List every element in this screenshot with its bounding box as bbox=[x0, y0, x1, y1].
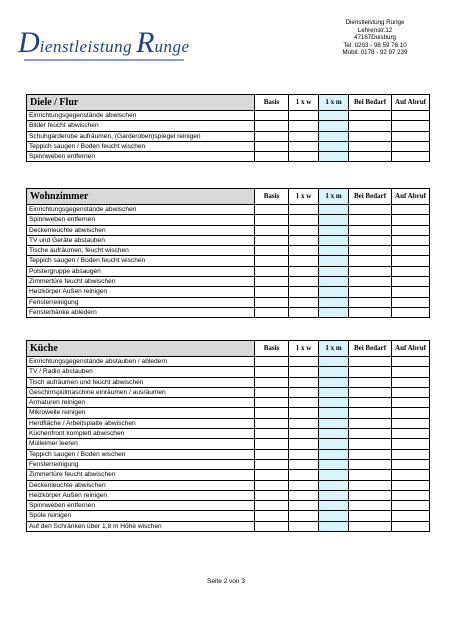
checkbox-cell-bei-bedarf[interactable] bbox=[349, 521, 392, 531]
checkbox-cell-basis[interactable] bbox=[255, 429, 289, 439]
checkbox-cell-1-x-w[interactable] bbox=[289, 480, 319, 490]
company-logo bbox=[18, 26, 190, 66]
task-row bbox=[27, 266, 430, 276]
checkbox-cell-auf-abruf[interactable] bbox=[392, 256, 430, 266]
checkbox-cell-bei-bedarf[interactable] bbox=[349, 377, 392, 387]
checkbox-cell-1-x-m[interactable] bbox=[319, 141, 349, 151]
checkbox-cell-1-x-m[interactable] bbox=[319, 246, 349, 256]
task-row bbox=[27, 449, 430, 459]
checkbox-cell-auf-abruf[interactable] bbox=[392, 131, 430, 141]
checkbox-cell-basis[interactable] bbox=[255, 439, 289, 449]
checkbox-cell-auf-abruf[interactable] bbox=[392, 398, 430, 408]
task-row bbox=[27, 121, 430, 131]
task-label: Bilder feucht abwischen bbox=[27, 121, 255, 131]
checkbox-cell-bei-bedarf[interactable] bbox=[349, 470, 392, 480]
checkbox-cell-bei-bedarf[interactable] bbox=[349, 490, 392, 500]
checkbox-cell-1-x-w[interactable] bbox=[289, 235, 319, 245]
checkbox-cell-basis[interactable] bbox=[255, 490, 289, 500]
task-label: Herdfläche / Arbeitsplatte abwischen bbox=[27, 418, 255, 428]
checkbox-cell-1-x-w[interactable] bbox=[289, 141, 319, 151]
checkbox-cell-bei-bedarf[interactable] bbox=[349, 398, 392, 408]
checkbox-cell-bei-bedarf[interactable] bbox=[349, 387, 392, 397]
column-header-1-x-m: 1 x m bbox=[319, 95, 349, 111]
checkbox-cell-basis[interactable] bbox=[255, 449, 289, 459]
checkbox-cell-1-x-w[interactable] bbox=[289, 357, 319, 367]
checkbox-cell-1-x-w[interactable] bbox=[289, 225, 319, 235]
page-footer: Seite 2 von 3 bbox=[207, 578, 245, 585]
checkbox-cell-1-x-w[interactable] bbox=[289, 387, 319, 397]
checkbox-cell-auf-abruf[interactable] bbox=[392, 121, 430, 131]
checkbox-cell-basis[interactable] bbox=[255, 121, 289, 131]
task-label: Fensterreinigung bbox=[27, 297, 255, 307]
task-row bbox=[27, 256, 430, 266]
checkbox-cell-auf-abruf[interactable] bbox=[392, 418, 430, 428]
checkbox-cell-1-x-m[interactable] bbox=[319, 121, 349, 131]
column-header-auf-abruf: Auf Abruf bbox=[392, 189, 430, 205]
checkbox-cell-basis[interactable] bbox=[255, 521, 289, 531]
checkbox-cell-bei-bedarf[interactable] bbox=[349, 307, 392, 317]
task-label: Mikrowelle reinigen bbox=[27, 408, 255, 418]
task-label: Deckenleuchte abwischen bbox=[27, 225, 255, 235]
checkbox-cell-basis[interactable] bbox=[255, 408, 289, 418]
checkbox-cell-auf-abruf[interactable] bbox=[392, 287, 430, 297]
checkbox-cell-basis[interactable] bbox=[255, 111, 289, 121]
checkbox-cell-basis[interactable] bbox=[255, 398, 289, 408]
checkbox-cell-1-x-w[interactable] bbox=[289, 367, 319, 377]
task-row bbox=[27, 387, 430, 397]
checkbox-cell-bei-bedarf[interactable] bbox=[349, 408, 392, 418]
checkbox-cell-basis[interactable] bbox=[255, 215, 289, 225]
section-table-kueche bbox=[26, 340, 430, 532]
checkbox-cell-bei-bedarf[interactable] bbox=[349, 141, 392, 151]
task-label: Teppich saugen / Boden feucht wischen bbox=[27, 256, 255, 266]
checkbox-cell-basis[interactable] bbox=[255, 287, 289, 297]
checkbox-cell-auf-abruf[interactable] bbox=[392, 235, 430, 245]
task-label: Spinnweben entfernen bbox=[27, 501, 255, 511]
task-label: Armaturen reinigen bbox=[27, 398, 255, 408]
task-label: Tisch aufräumen und feucht abwischen bbox=[27, 377, 255, 387]
task-label: Geschirrspülmaschine einräumen / ausräumen bbox=[27, 387, 255, 397]
checkbox-cell-1-x-w[interactable] bbox=[289, 449, 319, 459]
section-header-row bbox=[27, 189, 430, 205]
checkbox-cell-basis[interactable] bbox=[255, 459, 289, 469]
checkbox-cell-1-x-m[interactable] bbox=[319, 287, 349, 297]
task-row bbox=[27, 377, 430, 387]
checkbox-cell-basis[interactable] bbox=[255, 470, 289, 480]
checkbox-cell-1-x-w[interactable] bbox=[289, 131, 319, 141]
checkbox-cell-auf-abruf[interactable] bbox=[392, 215, 430, 225]
checkbox-cell-basis[interactable] bbox=[255, 205, 289, 215]
checkbox-cell-bei-bedarf[interactable] bbox=[349, 131, 392, 141]
checkbox-cell-bei-bedarf[interactable] bbox=[349, 418, 392, 428]
checkbox-cell-1-x-m[interactable] bbox=[319, 511, 349, 521]
checkbox-cell-auf-abruf[interactable] bbox=[392, 459, 430, 469]
checkbox-cell-basis[interactable] bbox=[255, 131, 289, 141]
task-label: Heizkörper Außen reinigen bbox=[27, 490, 255, 500]
task-row bbox=[27, 480, 430, 490]
checkbox-cell-1-x-m[interactable] bbox=[319, 429, 349, 439]
task-label: Zimmertüre feucht abwischen bbox=[27, 277, 255, 287]
checkbox-cell-auf-abruf[interactable] bbox=[392, 357, 430, 367]
checkbox-cell-auf-abruf[interactable] bbox=[392, 367, 430, 377]
checkbox-cell-bei-bedarf[interactable] bbox=[349, 439, 392, 449]
column-header-1-x-m: 1 x m bbox=[319, 189, 349, 205]
checkbox-cell-1-x-m[interactable] bbox=[319, 225, 349, 235]
checkbox-cell-auf-abruf[interactable] bbox=[392, 480, 430, 490]
logo-text-1: ienstleistung bbox=[39, 37, 133, 56]
column-header-auf-abruf: Auf Abruf bbox=[392, 95, 430, 111]
task-row bbox=[27, 131, 430, 141]
checkbox-cell-1-x-m[interactable] bbox=[319, 215, 349, 225]
task-label: Spüle reinigen bbox=[27, 511, 255, 521]
column-header-basis: Basis bbox=[255, 189, 289, 205]
task-row bbox=[27, 367, 430, 377]
checkbox-cell-1-x-w[interactable] bbox=[289, 418, 319, 428]
task-row bbox=[27, 459, 430, 469]
checkbox-cell-1-x-m[interactable] bbox=[319, 470, 349, 480]
checkbox-cell-auf-abruf[interactable] bbox=[392, 111, 430, 121]
section-table-wohnzimmer bbox=[26, 188, 430, 318]
task-row bbox=[27, 521, 430, 531]
checkbox-cell-1-x-w[interactable] bbox=[289, 470, 319, 480]
checkbox-cell-basis[interactable] bbox=[255, 418, 289, 428]
checkbox-cell-auf-abruf[interactable] bbox=[392, 277, 430, 287]
checkbox-cell-auf-abruf[interactable] bbox=[392, 449, 430, 459]
task-label: Einrichtungsgegenstände abwischen bbox=[27, 111, 255, 121]
checkbox-cell-1-x-m[interactable] bbox=[319, 480, 349, 490]
task-row bbox=[27, 215, 430, 225]
checkbox-cell-bei-bedarf[interactable] bbox=[349, 256, 392, 266]
checkbox-cell-bei-bedarf[interactable] bbox=[349, 357, 392, 367]
checkbox-cell-bei-bedarf[interactable] bbox=[349, 367, 392, 377]
checkbox-cell-1-x-m[interactable] bbox=[319, 205, 349, 215]
checkbox-cell-1-x-w[interactable] bbox=[289, 439, 319, 449]
task-row bbox=[27, 246, 430, 256]
section-header-row bbox=[27, 95, 430, 111]
checkbox-cell-bei-bedarf[interactable] bbox=[349, 121, 392, 131]
task-label: Auf den Schränken über 1,8 m Höhe wischen bbox=[27, 521, 255, 531]
checkbox-cell-basis[interactable] bbox=[255, 377, 289, 387]
checkbox-cell-auf-abruf[interactable] bbox=[392, 511, 430, 521]
address-line: Dienstleistung Runge bbox=[345, 19, 405, 26]
task-label: TV und Geräte abstauben bbox=[27, 235, 255, 245]
checkbox-cell-1-x-w[interactable] bbox=[289, 511, 319, 521]
task-label: Heizkörper Außen reinigen bbox=[27, 287, 255, 297]
checkbox-cell-1-x-w[interactable] bbox=[289, 490, 319, 500]
task-label: Fensterreinigung bbox=[27, 459, 255, 469]
checkbox-cell-1-x-m[interactable] bbox=[319, 277, 349, 287]
task-row bbox=[27, 418, 430, 428]
checkbox-cell-basis[interactable] bbox=[255, 367, 289, 377]
checkbox-cell-bei-bedarf[interactable] bbox=[349, 287, 392, 297]
task-label: Mülleimer leeren bbox=[27, 439, 255, 449]
checkbox-cell-bei-bedarf[interactable] bbox=[349, 235, 392, 245]
task-label: Polstergruppe absaugen bbox=[27, 266, 255, 276]
task-row bbox=[27, 511, 430, 521]
checkbox-cell-basis[interactable] bbox=[255, 307, 289, 317]
task-row bbox=[27, 429, 430, 439]
task-label: Zimmertüre feucht abwischen bbox=[27, 470, 255, 480]
checkbox-cell-1-x-w[interactable] bbox=[289, 297, 319, 307]
task-label: Teppich saugen / Boden wischen bbox=[27, 449, 255, 459]
checkbox-cell-basis[interactable] bbox=[255, 357, 289, 367]
section-title: Küche bbox=[27, 341, 255, 357]
task-row bbox=[27, 398, 430, 408]
checkbox-cell-1-x-m[interactable] bbox=[319, 152, 349, 162]
checkbox-cell-bei-bedarf[interactable] bbox=[349, 511, 392, 521]
checkbox-cell-1-x-w[interactable] bbox=[289, 246, 319, 256]
checkbox-cell-bei-bedarf[interactable] bbox=[349, 205, 392, 215]
logo-initial-r: R bbox=[136, 26, 155, 59]
checkbox-cell-bei-bedarf[interactable] bbox=[349, 215, 392, 225]
checkbox-cell-auf-abruf[interactable] bbox=[392, 225, 430, 235]
task-label: Teppich saugen / Boden feucht wischen bbox=[27, 141, 255, 151]
logo-text-2: unge bbox=[154, 37, 190, 56]
task-label: Einrichtungsgegenstände abstauben / abledern bbox=[27, 357, 255, 367]
checkbox-cell-auf-abruf[interactable] bbox=[392, 408, 430, 418]
checkbox-cell-1-x-w[interactable] bbox=[289, 287, 319, 297]
checkbox-cell-bei-bedarf[interactable] bbox=[349, 449, 392, 459]
checkbox-cell-auf-abruf[interactable] bbox=[392, 152, 430, 162]
logo-initial-d: D bbox=[18, 26, 40, 59]
checkbox-cell-1-x-m[interactable] bbox=[319, 307, 349, 317]
task-row bbox=[27, 225, 430, 235]
column-header-basis: Basis bbox=[255, 341, 289, 357]
checkbox-cell-1-x-m[interactable] bbox=[319, 256, 349, 266]
checkbox-cell-basis[interactable] bbox=[255, 225, 289, 235]
column-header-1-x-w: 1 x w bbox=[289, 189, 319, 205]
task-label: Spinnweben entfernen bbox=[27, 152, 255, 162]
section-header-row bbox=[27, 341, 430, 357]
checkbox-cell-auf-abruf[interactable] bbox=[392, 266, 430, 276]
checkbox-cell-1-x-m[interactable] bbox=[319, 459, 349, 469]
task-row bbox=[27, 408, 430, 418]
checkbox-cell-bei-bedarf[interactable] bbox=[349, 266, 392, 276]
checkbox-cell-auf-abruf[interactable] bbox=[392, 439, 430, 449]
task-label: Küchenfront komplett abwischen bbox=[27, 429, 255, 439]
checkbox-cell-1-x-m[interactable] bbox=[319, 408, 349, 418]
checkbox-cell-auf-abruf[interactable] bbox=[392, 141, 430, 151]
checkbox-cell-1-x-m[interactable] bbox=[319, 377, 349, 387]
checkbox-cell-auf-abruf[interactable] bbox=[392, 297, 430, 307]
checkbox-cell-basis[interactable] bbox=[255, 141, 289, 151]
checkbox-cell-1-x-m[interactable] bbox=[319, 439, 349, 449]
checkbox-cell-1-x-w[interactable] bbox=[289, 377, 319, 387]
checkbox-cell-auf-abruf[interactable] bbox=[392, 490, 430, 500]
column-header-1-x-w: 1 x w bbox=[289, 95, 319, 111]
task-row bbox=[27, 297, 430, 307]
task-label: Schuhgarderobe aufräumen, (Garderoben)spiegel reinigen bbox=[27, 131, 255, 141]
checkbox-cell-bei-bedarf[interactable] bbox=[349, 480, 392, 490]
checkbox-cell-basis[interactable] bbox=[255, 152, 289, 162]
checkbox-cell-1-x-m[interactable] bbox=[319, 387, 349, 397]
checkbox-cell-1-x-m[interactable] bbox=[319, 418, 349, 428]
checkbox-cell-1-x-m[interactable] bbox=[319, 398, 349, 408]
checkbox-cell-bei-bedarf[interactable] bbox=[349, 459, 392, 469]
column-header-bei-bedarf: Bei Bedarf bbox=[349, 341, 392, 357]
task-label: Fensterbänke abledern bbox=[27, 307, 255, 317]
task-label: Einrichtungsgegenstände abwischen bbox=[27, 205, 255, 215]
checkbox-cell-1-x-w[interactable] bbox=[289, 266, 319, 276]
checkbox-cell-basis[interactable] bbox=[255, 387, 289, 397]
checkbox-cell-1-x-w[interactable] bbox=[289, 152, 319, 162]
address-line: Mobil: 0178 - 92 97 239 bbox=[342, 49, 408, 57]
task-row bbox=[27, 277, 430, 287]
column-header-bei-bedarf: Bei Bedarf bbox=[349, 189, 392, 205]
checkbox-cell-1-x-w[interactable] bbox=[289, 277, 319, 287]
task-row bbox=[27, 152, 430, 162]
checkbox-cell-1-x-w[interactable] bbox=[289, 408, 319, 418]
checkbox-cell-bei-bedarf[interactable] bbox=[349, 429, 392, 439]
checkbox-cell-auf-abruf[interactable] bbox=[392, 205, 430, 215]
task-row bbox=[27, 287, 430, 297]
checkbox-cell-basis[interactable] bbox=[255, 277, 289, 287]
logo-underline bbox=[24, 59, 184, 61]
task-label: Spinnweben entfernen bbox=[27, 215, 255, 225]
checkbox-cell-1-x-w[interactable] bbox=[289, 398, 319, 408]
checkbox-cell-auf-abruf[interactable] bbox=[392, 246, 430, 256]
column-header-1-x-w: 1 x w bbox=[289, 341, 319, 357]
checkbox-cell-1-x-m[interactable] bbox=[319, 449, 349, 459]
checkbox-cell-bei-bedarf[interactable] bbox=[349, 152, 392, 162]
checkbox-cell-auf-abruf[interactable] bbox=[392, 470, 430, 480]
checkbox-cell-basis[interactable] bbox=[255, 480, 289, 490]
task-row bbox=[27, 490, 430, 500]
section-title: Wohnzimmer bbox=[27, 189, 255, 205]
checkbox-cell-1-x-m[interactable] bbox=[319, 266, 349, 276]
checkbox-cell-1-x-m[interactable] bbox=[319, 235, 349, 245]
checkbox-cell-bei-bedarf[interactable] bbox=[349, 297, 392, 307]
column-header-basis: Basis bbox=[255, 95, 289, 111]
task-row bbox=[27, 141, 430, 151]
task-row bbox=[27, 470, 430, 480]
checkbox-cell-auf-abruf[interactable] bbox=[392, 307, 430, 317]
checkbox-cell-1-x-w[interactable] bbox=[289, 111, 319, 121]
checkbox-cell-bei-bedarf[interactable] bbox=[349, 225, 392, 235]
section-title: Diele / Flur bbox=[27, 95, 255, 111]
address-line: Lehrenstr.12 bbox=[357, 26, 393, 34]
checkbox-cell-1-x-m[interactable] bbox=[319, 111, 349, 121]
company-address bbox=[330, 19, 420, 57]
checkbox-cell-1-x-m[interactable] bbox=[319, 367, 349, 377]
column-header-bei-bedarf: Bei Bedarf bbox=[349, 95, 392, 111]
column-header-1-x-m: 1 x m bbox=[319, 341, 349, 357]
checkbox-cell-1-x-w[interactable] bbox=[289, 501, 319, 511]
checkbox-cell-basis[interactable] bbox=[255, 266, 289, 276]
checkbox-cell-1-x-w[interactable] bbox=[289, 459, 319, 469]
checkbox-cell-1-x-w[interactable] bbox=[289, 205, 319, 215]
checkbox-cell-auf-abruf[interactable] bbox=[392, 501, 430, 511]
checkbox-cell-1-x-m[interactable] bbox=[319, 297, 349, 307]
address-line: 47167Duisburg bbox=[354, 34, 396, 42]
checkbox-cell-1-x-w[interactable] bbox=[289, 521, 319, 531]
section-table-diele-flur bbox=[26, 94, 430, 162]
task-row bbox=[27, 307, 430, 317]
task-row bbox=[27, 235, 430, 245]
checkbox-cell-1-x-w[interactable] bbox=[289, 121, 319, 131]
checkbox-cell-1-x-w[interactable] bbox=[289, 215, 319, 225]
checkbox-cell-basis[interactable] bbox=[255, 297, 289, 307]
checkbox-cell-1-x-m[interactable] bbox=[319, 521, 349, 531]
checkbox-cell-1-x-w[interactable] bbox=[289, 307, 319, 317]
checkbox-cell-auf-abruf[interactable] bbox=[392, 521, 430, 531]
address-line: Tel: 0203 - 98 59 78 10 bbox=[343, 41, 407, 49]
checkbox-cell-basis[interactable] bbox=[255, 246, 289, 256]
task-row bbox=[27, 111, 430, 121]
checkbox-cell-1-x-w[interactable] bbox=[289, 256, 319, 266]
checkbox-cell-auf-abruf[interactable] bbox=[392, 377, 430, 387]
checkbox-cell-basis[interactable] bbox=[255, 235, 289, 245]
checkbox-cell-1-x-m[interactable] bbox=[319, 131, 349, 141]
task-label: Deckenleuchte abwischen bbox=[27, 480, 255, 490]
checkbox-cell-bei-bedarf[interactable] bbox=[349, 246, 392, 256]
checkbox-cell-bei-bedarf[interactable] bbox=[349, 277, 392, 287]
checkbox-cell-auf-abruf[interactable] bbox=[392, 387, 430, 397]
checkbox-cell-basis[interactable] bbox=[255, 256, 289, 266]
checkbox-cell-1-x-m[interactable] bbox=[319, 357, 349, 367]
task-label: TV / Radio abstauben bbox=[27, 367, 255, 377]
checkbox-cell-1-x-m[interactable] bbox=[319, 501, 349, 511]
checkbox-cell-bei-bedarf[interactable] bbox=[349, 501, 392, 511]
task-row bbox=[27, 357, 430, 367]
checkbox-cell-basis[interactable] bbox=[255, 501, 289, 511]
checkbox-cell-bei-bedarf[interactable] bbox=[349, 111, 392, 121]
task-label: Tische aufräumen, feucht wischen bbox=[27, 246, 255, 256]
checkbox-cell-auf-abruf[interactable] bbox=[392, 429, 430, 439]
task-row bbox=[27, 501, 430, 511]
checkbox-cell-1-x-m[interactable] bbox=[319, 490, 349, 500]
checkbox-cell-1-x-w[interactable] bbox=[289, 429, 319, 439]
task-row bbox=[27, 205, 430, 215]
checkbox-cell-basis[interactable] bbox=[255, 511, 289, 521]
task-row bbox=[27, 439, 430, 449]
column-header-auf-abruf: Auf Abruf bbox=[392, 341, 430, 357]
